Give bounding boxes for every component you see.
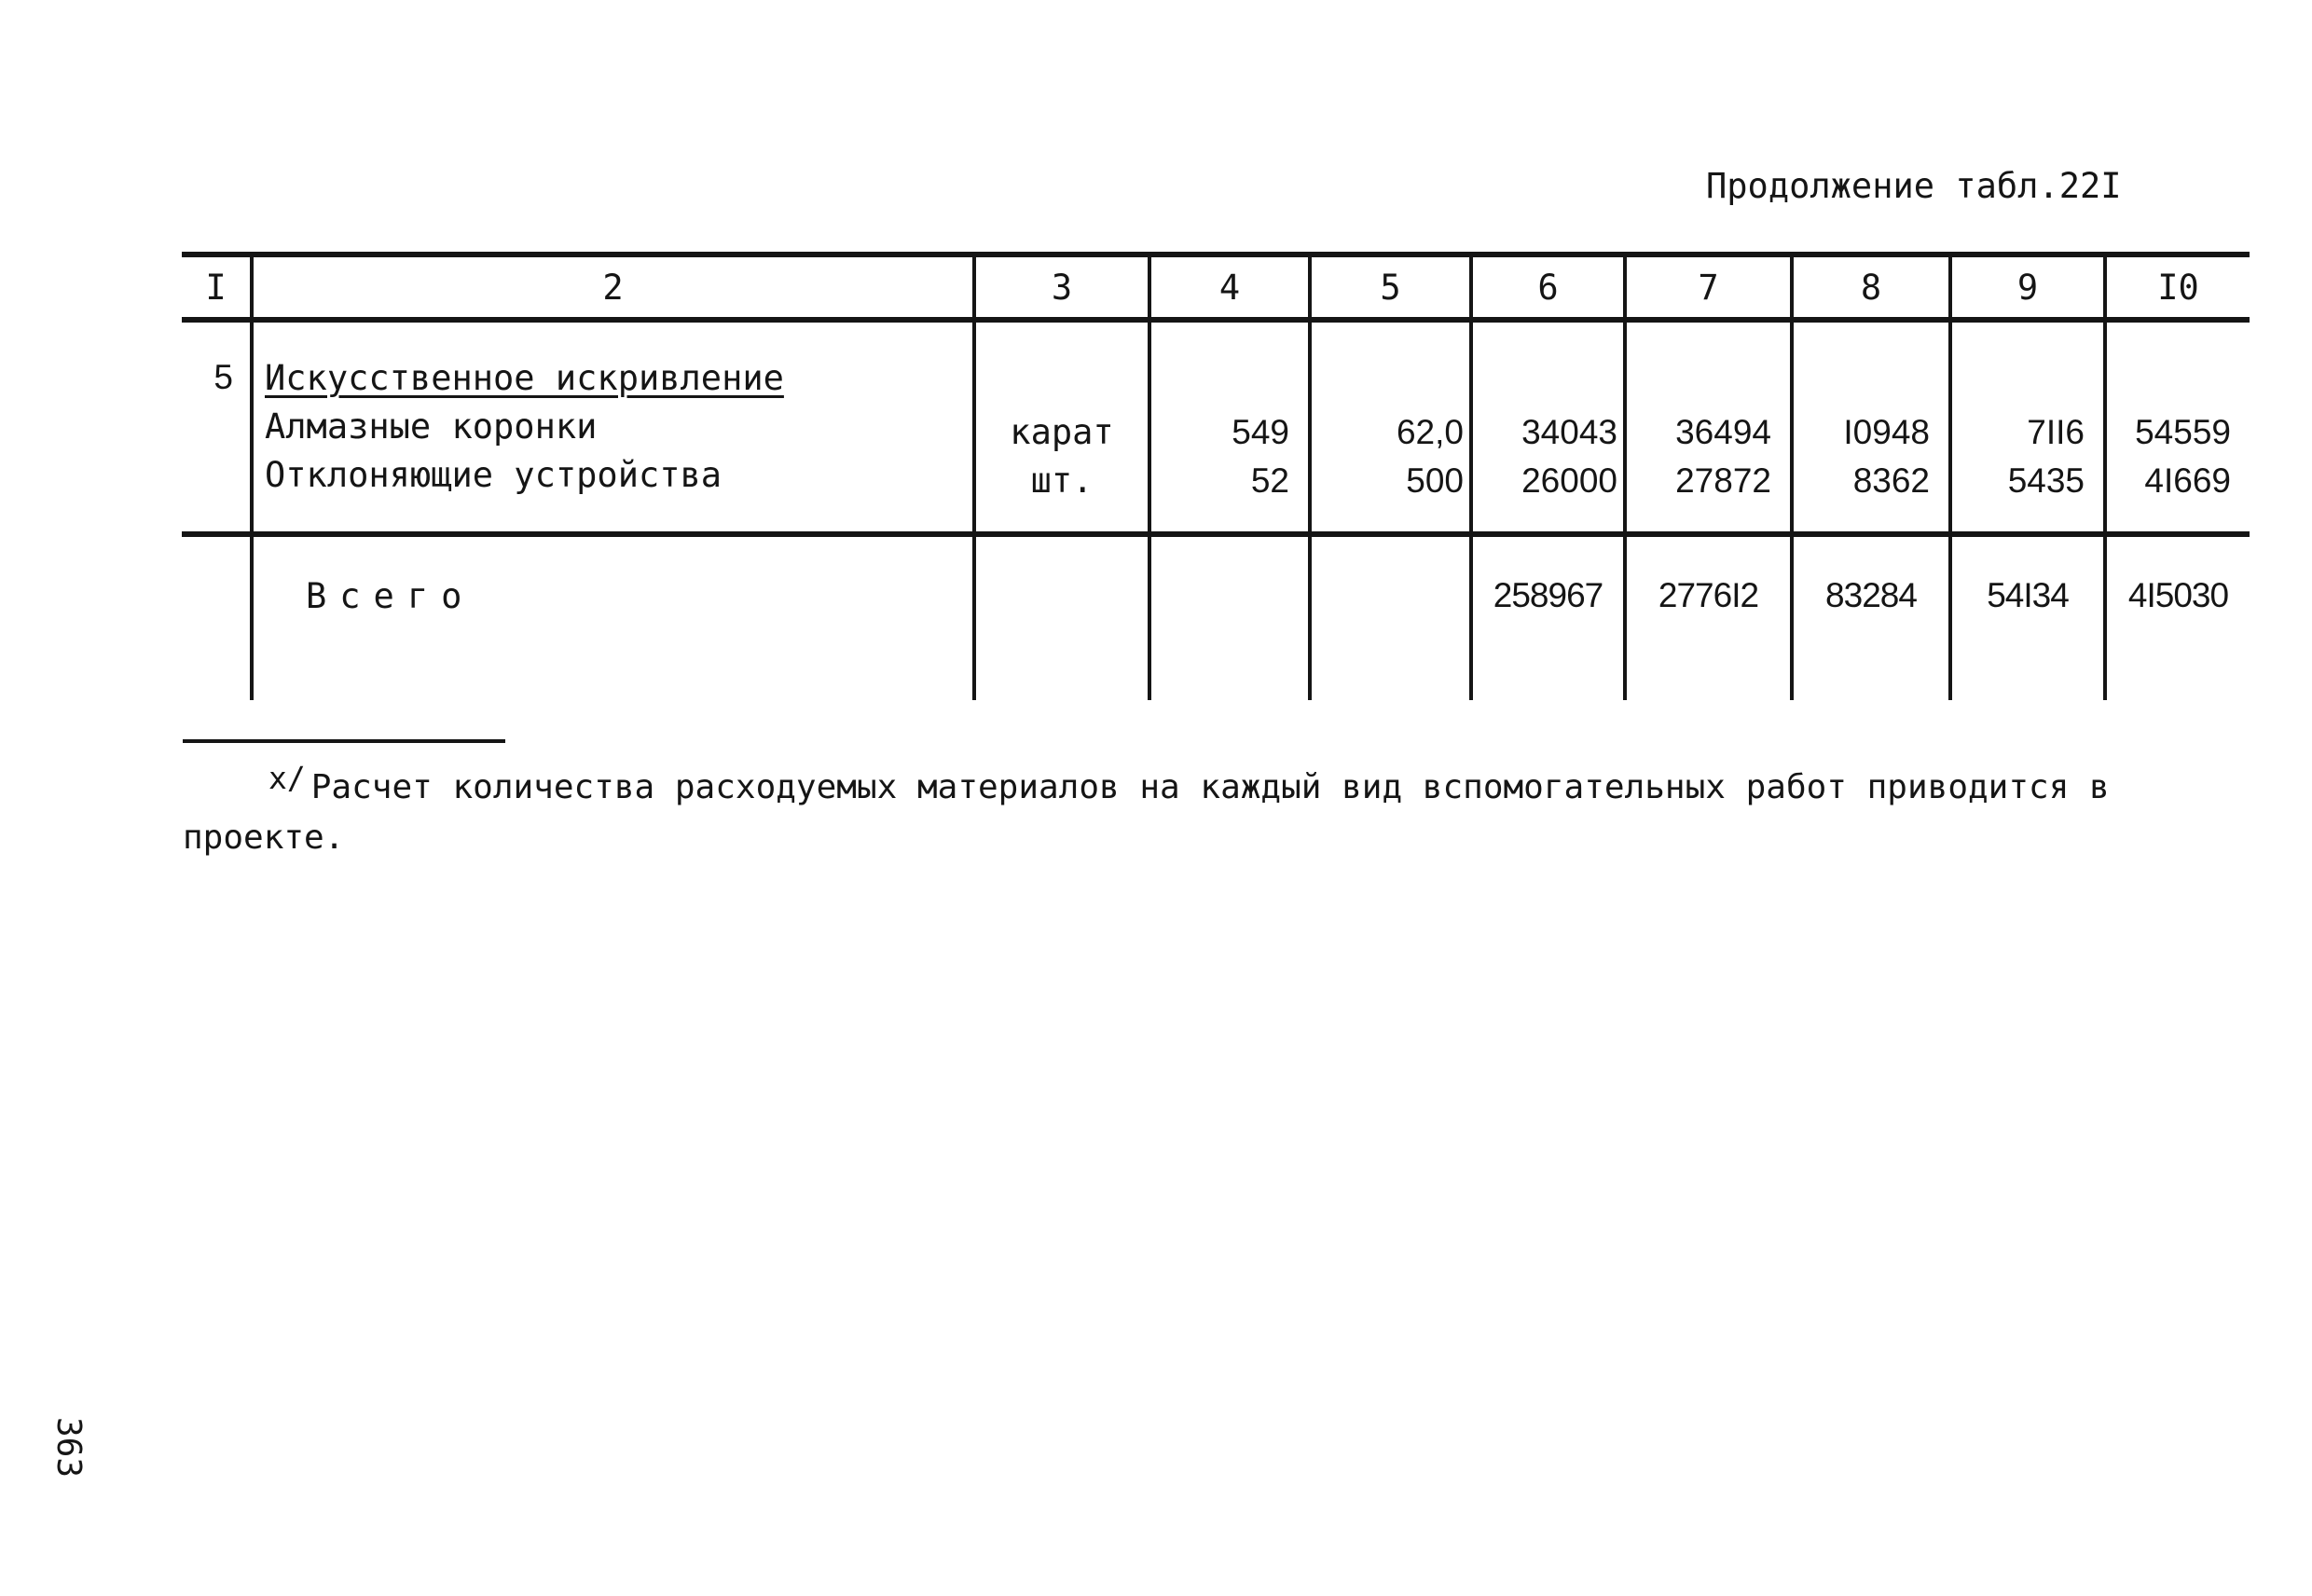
item-value-col7: 36494 [1675, 413, 1771, 451]
column-header: 3 [974, 255, 1149, 320]
footnote-marker: x/ [268, 760, 306, 796]
table-continuation-caption: Продолжение табл.22I [1706, 166, 2122, 206]
col6-cell [1471, 320, 1625, 534]
item-value-col9: 5435 [2007, 461, 2085, 500]
total-col10-cell [2105, 534, 2250, 700]
item-value-col6: 34043 [1521, 413, 1617, 451]
item-value-col6: 26000 [1521, 461, 1617, 500]
total-col6-cell [1471, 534, 1625, 700]
item-value-col9: 7II6 [2027, 413, 2085, 451]
col8-cell [1792, 320, 1950, 534]
column-header: I0 [2105, 255, 2250, 320]
item-value-col10: 4I669 [2144, 461, 2231, 500]
item-names-cell [252, 320, 974, 534]
total-empty-cell [1149, 534, 1310, 700]
section-number: 5 [213, 358, 233, 396]
total-label-cell [252, 534, 974, 700]
column-header: 2 [252, 255, 974, 320]
item-name: Алмазные коронки [265, 406, 598, 447]
total-col8-cell [1792, 534, 1950, 700]
column-header: I [182, 255, 252, 320]
col4-cell [1149, 320, 1310, 534]
column-header: 8 [1792, 255, 1950, 320]
total-row [182, 534, 2250, 700]
footnote [183, 753, 2140, 863]
item-value-col4: 549 [1232, 413, 1289, 451]
column-header: 9 [1950, 255, 2105, 320]
item-value-col4: 52 [1250, 461, 1289, 500]
total-value-col9: 54I34 [1987, 576, 2069, 614]
total-col9-cell [1950, 534, 2105, 700]
total-label: Всего [306, 576, 475, 616]
column-header: 7 [1625, 255, 1792, 320]
total-value-col6: 258967 [1493, 576, 1603, 614]
section-title: Искусственное искривление [265, 358, 784, 398]
footnote-separator [183, 739, 505, 743]
item-name: Отклоняющие устройства [265, 455, 722, 495]
total-empty-cell [974, 534, 1149, 700]
item-value-col7: 27872 [1675, 461, 1771, 500]
materials-table-container [182, 252, 2250, 699]
total-col7-cell [1625, 534, 1792, 700]
column-header: 5 [1310, 255, 1471, 320]
materials-table [182, 252, 2250, 700]
unit-cell [974, 320, 1149, 534]
col5-cell [1310, 320, 1471, 534]
page-number: 363 [49, 1417, 88, 1479]
column-number-row [182, 255, 2250, 320]
total-value-col7: 2776I2 [1658, 576, 1759, 614]
item-value-col8: 8362 [1852, 461, 1930, 500]
item-value-col10: 54559 [2135, 413, 2231, 451]
section-number-cell [182, 320, 252, 534]
total-empty-cell [182, 534, 252, 700]
total-value-col8: 83284 [1825, 576, 1917, 614]
total-value-col10: 4I5030 [2127, 576, 2229, 614]
section-row [182, 320, 2250, 534]
total-empty-cell [1310, 534, 1471, 700]
col7-cell [1625, 320, 1792, 534]
column-header: 6 [1471, 255, 1625, 320]
column-header: 4 [1149, 255, 1310, 320]
item-unit: карат [1010, 412, 1114, 452]
item-value-col5: 500 [1406, 461, 1464, 500]
item-unit: шт. [1030, 461, 1094, 501]
col10-cell [2105, 320, 2250, 534]
item-value-col8: I0948 [1843, 413, 1930, 451]
item-value-col5: 62,0 [1396, 413, 1464, 451]
footnote-text: Расчет количества расходуемых материалов на каждый вид вспомогательных работ приводится в проекте. [183, 768, 2110, 857]
col9-cell [1950, 320, 2105, 534]
